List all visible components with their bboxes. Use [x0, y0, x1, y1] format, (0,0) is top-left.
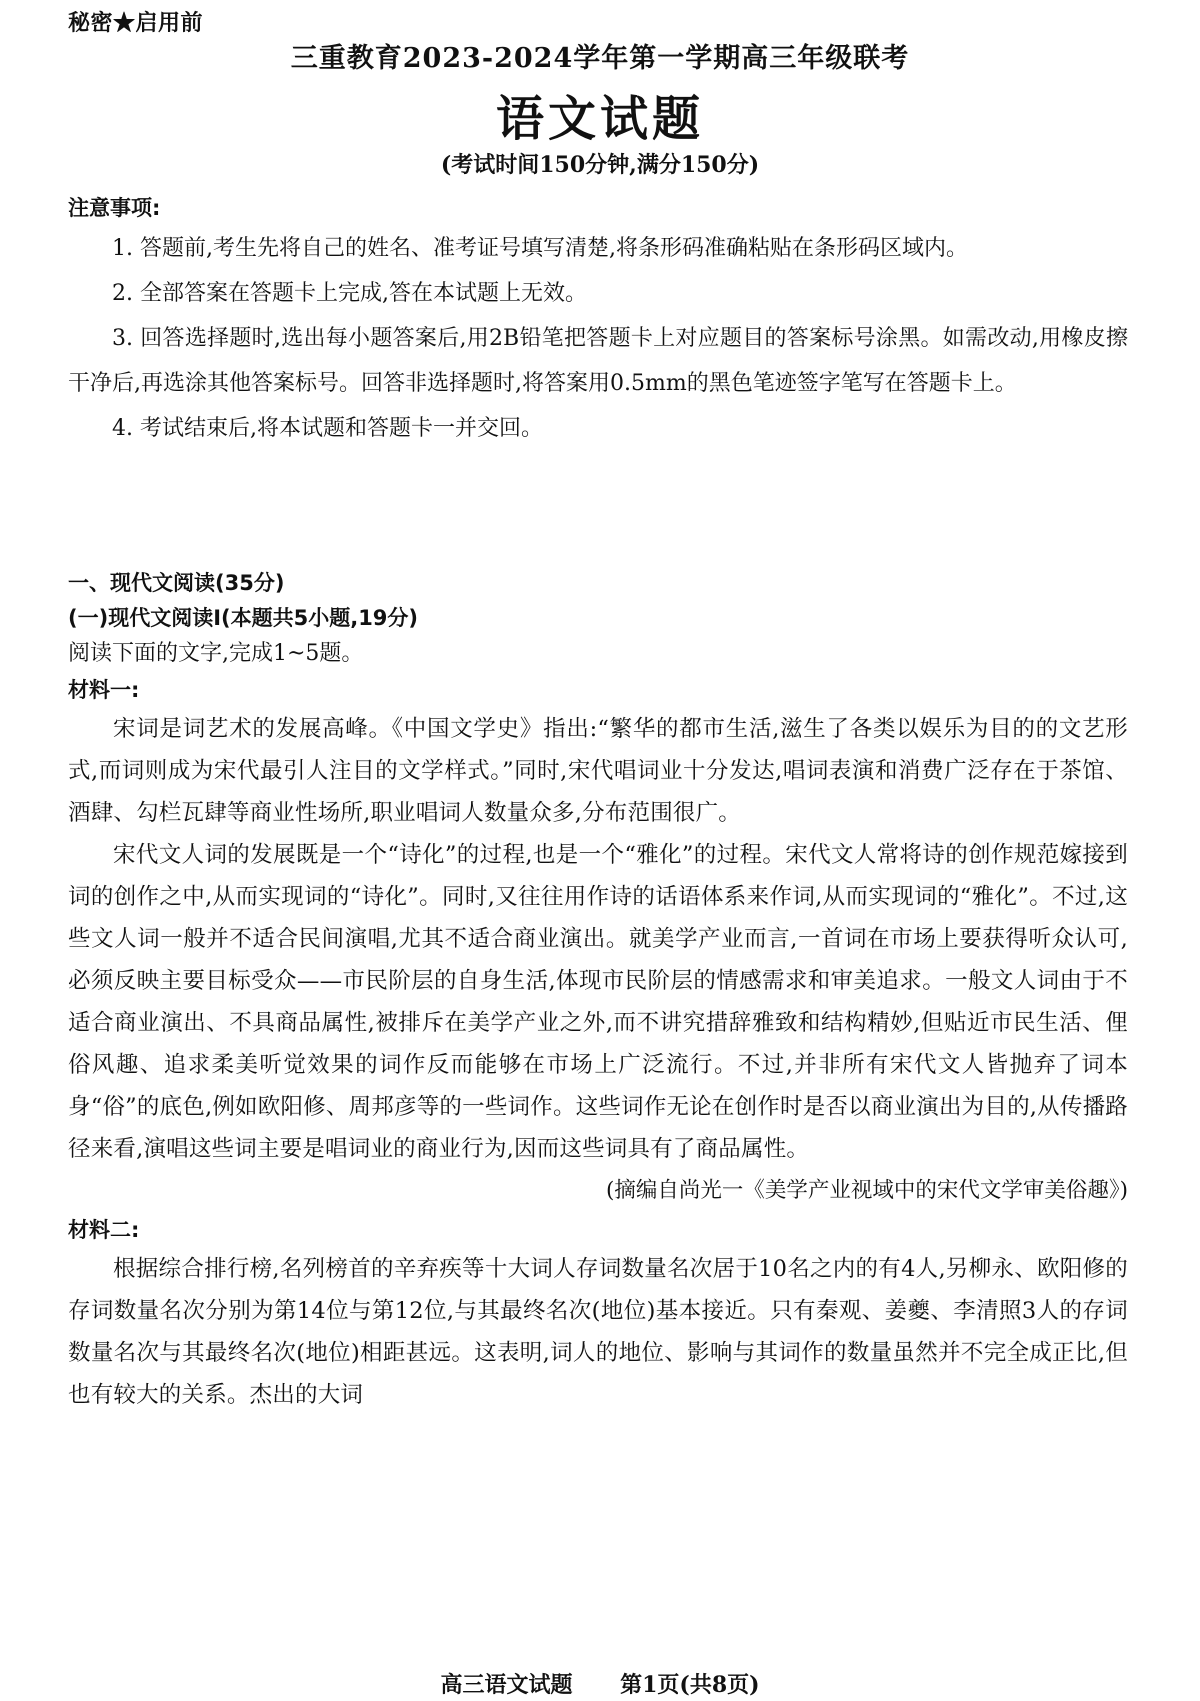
section-heading: 一、现代文阅读(35分) [68, 571, 285, 595]
section-instruction: 阅读下面的文字,完成1~5题。 [68, 641, 364, 666]
notice-item: 3. 回答选择题时,选出每小题答案后,用2B铅笔把答题卡上对应题目的答案标号涂黑。如需改动,用橡皮擦干净后,再选涂其他答案标号。回答非选择题时,将答案用0.5mm的黑色笔迹签字笔写在答题卡上。 [68, 326, 1128, 396]
exam-name: 三重教育2023-2024学年第一学期高三年级联考 [290, 43, 910, 74]
footer-page-number: 第1页(共8页) [620, 1672, 760, 1698]
material-two-paragraph: 根据综合排行榜,名列榜首的辛弃疾等十大词人存词数量名次居于10名之内的有4人,另柳永、欧阳修的存词数量名次分别为第14位与第12位,与其最终名次(地位)基本接近。只有秦观、姜夔、李清照3人的存词数量名次与其最终名次(地位)相距甚远。这表明,词人的地位、影响与其词作的数量虽然并不完全成正比,但也有较大的关系。杰出的大词 [68, 1256, 1128, 1408]
exam-info: (考试时间150分钟,满分150分) [440, 152, 760, 178]
notice-block [68, 190, 1128, 451]
material-one-source: (摘编自尚光一《美学产业视域中的宋代文学审美俗趣》) [605, 1178, 1128, 1203]
notice-item: 4. 考试结束后,将本试题和答题卡一并交回。 [112, 416, 543, 441]
notice-heading: 注意事项: [68, 196, 161, 220]
material-one-paragraph: 宋代文人词的发展既是一个“诗化”的过程,也是一个“雅化”的过程。宋代文人常将诗的创作规范嫁接到词的创作之中,从而实现词的“诗化”。同时,又往往用作诗的话语体系来作词,从而实现词的“雅化”。不过,这些文人词一般并不适合民间演唱,尤其不适合商业演出。就美学产业而言,一首词在市场上要获得听众认可,必须反映主要目标受众——市民阶层的自身生活,体现市民阶层的情感需求和审美追求。一般文人词由于不适合商业演出、不具商品属性,被排斥在美学产业之外,而不讲究措辞雅致和结构精妙,但贴近市民生活、俚俗风趣、追求柔美听觉效果的词作反而能够在市场上广泛流行。不过,并非所有宋代文人皆抛弃了词本身“俗”的底色,例如欧阳修、周邦彦等的一些词作。这些词作无论在创作时是否以商业演出为目的,从传播路径来看,演唱这些词主要是唱词业的商业行为,因而这些词具有了商品属性。 [68, 842, 1128, 1162]
material-one-paragraph: 宋词是词艺术的发展高峰。《中国文学史》指出:“繁华的都市生活,滋生了各类以娱乐为目的的文艺形式,而词则成为宋代最引人注目的文学样式。”同时,宋代唱词业十分发达,唱词表演和消费广泛存在于茶馆、酒肆、勾栏瓦肆等商业性场所,职业唱词人数量众多,分布范围很广。 [68, 716, 1128, 826]
secret-label: 秘密★启用前 [68, 10, 204, 36]
material-one-label: 材料一: [68, 678, 140, 702]
page-title: 语文试题 [495, 91, 704, 147]
notice-item: 1. 答题前,考生先将自己的姓名、准考证号填写清楚,将条形码准确粘贴在条形码区域内。 [112, 236, 968, 261]
section-subheading: (一)现代文阅读Ⅰ(本题共5小题,19分) [68, 606, 419, 630]
footer-subject: 高三语文试题 [440, 1672, 573, 1698]
page-footer [0, 1668, 1200, 1699]
material-two-label: 材料二: [68, 1218, 140, 1242]
reading-section [68, 566, 1128, 1416]
notice-item: 2. 全部答案在答题卡上完成,答在本试题上无效。 [112, 281, 587, 306]
